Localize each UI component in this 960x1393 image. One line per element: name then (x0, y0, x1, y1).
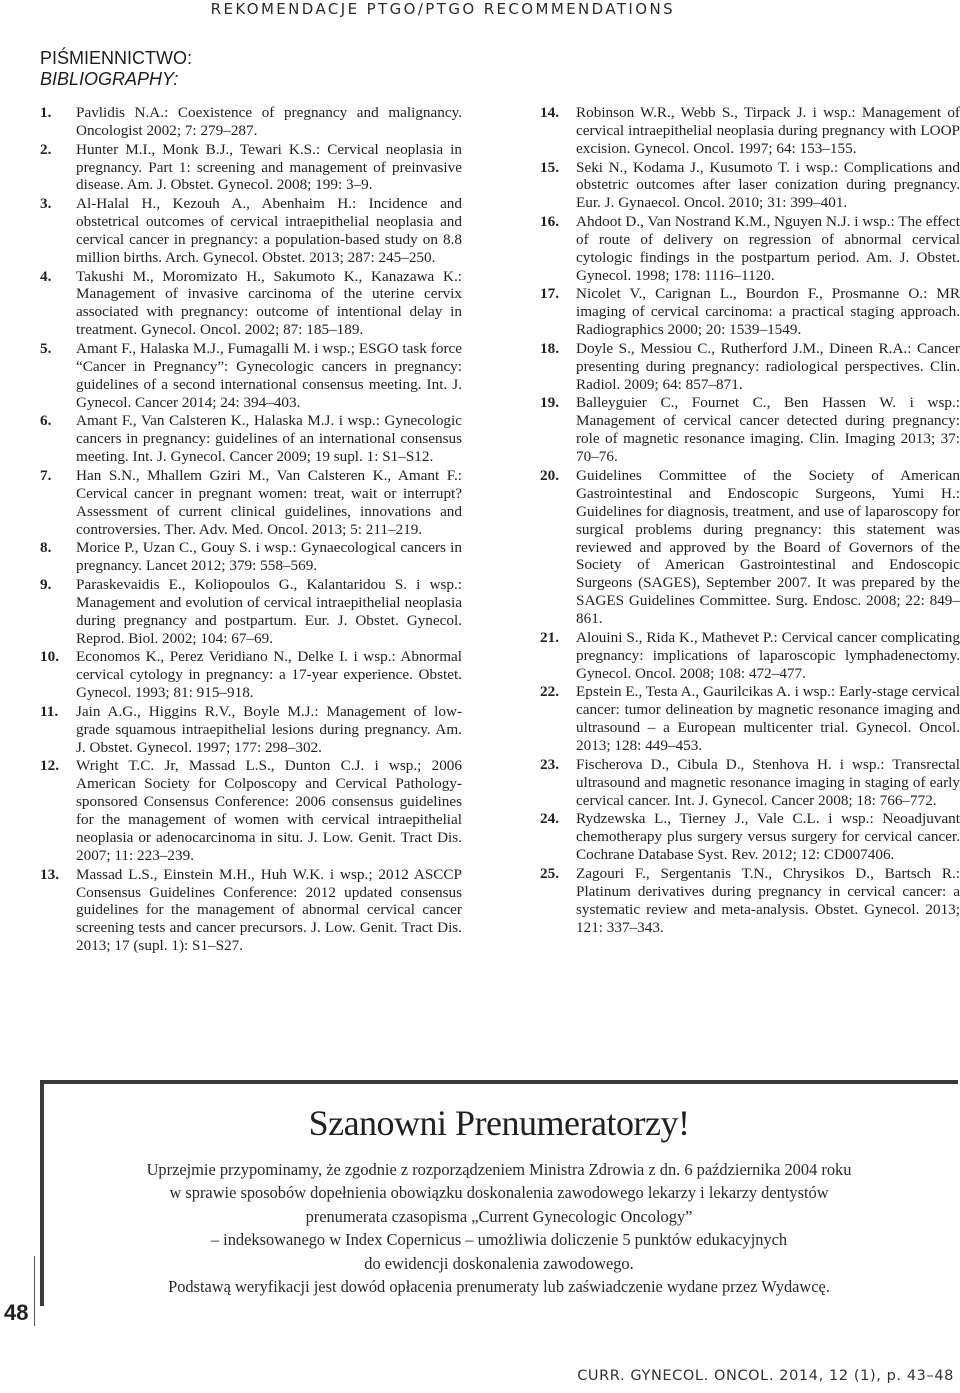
references-right-column (540, 104, 960, 937)
reference-item (540, 159, 960, 213)
reference-number: 6. (40, 412, 52, 430)
reference-number: 18. (540, 339, 559, 357)
notice-line: Uprzejmie przypominamy, że zgodnie z rozporządzeniem Ministra Zdrowia z dn. 6 października 2004 roku (146, 1160, 852, 1179)
reference-number: 23. (540, 755, 559, 773)
reference-text: Economos K., Perez Veridiano N., Delke I. i wsp.: Abnormal cervical cytology in pregnancy: a 17-year experience. Obstet. Gynecol. 1993; 81: 915–918. (76, 648, 462, 702)
reference-text: Robinson W.R., Webb S., Tirpack J. i wsp.: Management of cervical intraepithelial neoplasia during pregnancy with LOOP excision. Gynecol. Oncol. 1997; 64: 153–155. (576, 104, 960, 157)
reference-text: Wright T.C. Jr, Massad L.S., Dunton C.J. i wsp.; 2006 American Society for Colposcopy and Cervical Pathology-sponsored Consensus Conference: 2006 consensus guidelines for the management of women with cervical intraepithelial neoplasia or adenocarcinoma in situ. J. Low. Genit. Tract Dis. 2007; 11: 223–239. (76, 757, 462, 864)
reference-item (40, 412, 462, 466)
reference-text: Epstein E., Testa A., Gaurilcikas A. i wsp.: Early-stage cervical cancer: tumor delineation by magnetic resonance imaging and ultrasound – a European multicenter trial. Gynecol. Oncol. 2013; 128: 449–453. (576, 683, 960, 755)
reference-text: Alouini S., Rida K., Mathevet P.: Cervical cancer complicating pregnancy: implications of laparoscopic lymphadenectomy. Gynecol. Oncol. 2008; 108: 472–477. (576, 628, 960, 682)
reference-number: 9. (40, 575, 52, 593)
reference-number: 12. (40, 757, 59, 775)
reference-text: Amant F., Halaska M.J., Fumagalli M. i wsp.; ESGO task force “Cancer in Pregnancy”: Gynecologic cancers in pregnancy: guidelines of a second international consensus meeting. Int. J. Gynecol. Cancer 2014; 24: 394–403. (76, 339, 462, 411)
reference-item (40, 104, 462, 140)
reference-text: Al-Halal H., Kezouh A., Abenhaim H.: Incidence and obstetrical outcomes of cervical intraepithelial neoplasia and cervical cancer in pregnancy: a population-based study on 8.8 million births. Arch. Gynecol. Obstet. 2013; 287: 245–250. (76, 195, 462, 266)
reference-text: Pavlidis N.A.: Coexistence of pregnancy and malignancy. Oncologist 2002; 7: 279–287. (76, 104, 462, 139)
reference-item (540, 340, 960, 394)
reference-item (40, 757, 462, 864)
reference-item (40, 268, 462, 340)
notice-title: Szanowni Prenumeratorzy! (308, 1103, 690, 1143)
reference-text: Jain A.G., Higgins R.V., Boyle M.J.: Management of low-grade squamous intraepithelial lesions during pregnancy. Am. J. Obstet. Gynecol. 1997; 177: 298–302. (76, 702, 462, 756)
reference-item (540, 213, 960, 285)
reference-item (540, 629, 960, 683)
reference-number: 7. (40, 466, 52, 484)
reference-number: 8. (40, 539, 52, 557)
notice-line: w sprawie sposobów dopełnienia obowiązku doskonalenia zawodowego lekarzy i lekarzy dentystów (169, 1183, 829, 1203)
notice-body (40, 1158, 958, 1298)
reference-text: Paraskevaidis E., Koliopoulos G., Kalantaridou S. i wsp.: Management and evolution of cervical intraepithelial neoplasia during pregnancy and postpartum. Eur. J. Obstet. Gynecol. Reprod. Biol. 2002; 104: 67–69. (76, 575, 462, 647)
reference-item (40, 141, 462, 195)
reference-item (540, 285, 960, 339)
reference-item (40, 195, 462, 267)
reference-number: 2. (40, 140, 52, 158)
reference-text: Massad L.S., Einstein M.H., Huh W.K. i wsp.; 2012 ASCCP Consensus Guidelines Conference: 2012 updated consensus guidelines for the management of abnormal cervical cancer screening tests and cancer precursors. J. Low. Genit. Tract Dis. 2013; 17 (supl. 1): S1–S27. (76, 865, 462, 955)
notice-frame-top (40, 1080, 958, 1084)
reference-text: Rydzewska L., Tierney J., Vale C.L. i wsp.: Neoadjuvant chemotherapy plus surgery versus surgery for cervical cancer. Cochrane Database Syst. Rev. 2012; 12: CD007406. (576, 810, 960, 864)
reference-text: Doyle S., Messiou C., Rutherford J.M., Dineen R.A.: Cancer presenting during pregnancy: radiological perspectives. Clin. Radiol. 2009; 64: 857–871. (576, 339, 960, 393)
notice-line: – indeksowanego w Index Copernicus – umożliwia doliczenie 5 punktów edukacyjnych (210, 1230, 788, 1250)
reference-item (540, 810, 960, 864)
reference-text: Takushi M., Moromizato H., Sakumoto K., Kanazawa K.: Management of invasive carcinoma of the uterine cervix associated with pregnancy: outcome of intentional delay in treatment. Gynecol. Oncol. 2002; 87: 185–189. (76, 267, 462, 339)
reference-number: 17. (540, 285, 559, 303)
reference-item (40, 467, 462, 539)
subscriber-notice (40, 1080, 958, 1380)
bibliography-heading-pl: PIŚMIENNICTWO: (40, 48, 192, 68)
references-left-column (40, 104, 462, 956)
bibliography-heading (40, 48, 192, 90)
reference-text: Nicolet V., Carignan L., Bourdon F., Prosmanne O.: MR imaging of cervical carcinoma: a practical staging approach. Radiographics 2000; 20: 1539–1549. (576, 285, 960, 339)
reference-text: Fischerova D., Cibula D., Stenhova H. i wsp.: Transrectal ultrasound and magnetic resonance imaging in staging of early cervical cancer. Int. J. Gynecol. Cancer 2008; 18: 766–772. (576, 755, 960, 809)
reference-number: 14. (540, 104, 559, 121)
reference-number: 15. (540, 158, 559, 176)
notice-line: Podstawą weryfikacji jest dowód opłacenia prenumeraty lub zaświadczenie wydane przez Wydawcę. (168, 1277, 830, 1297)
reference-item (540, 104, 960, 158)
notice-line: do ewidencji doskonalenia zawodowego. (364, 1253, 634, 1273)
running-header: REKOMENDACJE PTGO/PTGO RECOMMENDATIONS (210, 0, 675, 18)
reference-number: 25. (540, 864, 559, 882)
page-number: 48 (4, 1300, 29, 1325)
reference-number: 19. (540, 394, 559, 412)
reference-text: Zagouri F., Sergentanis T.N., Chrysikos D., Bartsch R.: Platinum derivatives during pregnancy in cervical cancer: a systematic review and meta-analysis. Obstet. Gynecol. 2013; 121: 337–343. (576, 864, 960, 936)
reference-text: Seki N., Kodama J., Kusumoto T. i wsp.: Complications and obstetric outcomes after laser conization during pregnancy. Eur. J. Gynaecol. Oncol. 2010; 31: 399–401. (576, 158, 960, 212)
reference-item (40, 576, 462, 648)
page-number-rule (34, 1256, 35, 1326)
reference-item (540, 394, 960, 466)
reference-item (540, 756, 960, 810)
reference-number: 4. (40, 267, 52, 285)
reference-number: 21. (540, 628, 559, 646)
reference-text: Balleyguier C., Fournet C., Ben Hassen W. i wsp.: Management of cervical cancer detected during pregnancy: role of magnetic resonance imaging. Clin. Imaging 2013; 37: 70–76. (576, 394, 960, 466)
reference-item (540, 683, 960, 755)
reference-item (40, 340, 462, 412)
reference-text: Ahdoot D., Van Nostrand K.M., Nguyen N.J. i wsp.: The effect of route of delivery on regression of abnormal cervical cytologic findings in the postpartum period. Am. J. Obstet. Gynecol. 1998; 178: 1116–1120. (576, 213, 960, 284)
reference-text: Guidelines Committee of the Society of American Gastrointestinal and Endoscopic Surgeons, Yumi H.: Guidelines for diagnosis, treatment, and use of laparoscopy for surgical problems during pregnancy: this statement was reviewed and approved by the Board of Governors of the Society of American Gastrointestinal and Endoscopic Surgeons (SAGES), September 2007. It was prepared by the SAGES Guidelines Committee. Surg. Endosc. 2008; 22: 849–861. (576, 466, 960, 628)
reference-number: 13. (40, 865, 59, 883)
reference-item (40, 648, 462, 702)
reference-item (40, 703, 462, 757)
reference-text: Han S.N., Mhallem Gziri M., Van Calsteren K., Amant F.: Cervical cancer in pregnant women: treat, wait or interrupt? Assessment of current clinical guidelines, innovations and controversies. Ther. Adv. Med. Oncol. 2013; 5: 211–219. (76, 466, 462, 538)
reference-number: 24. (540, 810, 559, 828)
reference-number: 3. (40, 195, 52, 213)
reference-number: 16. (540, 213, 559, 231)
reference-item (40, 539, 462, 575)
reference-item (540, 865, 960, 937)
notice-line: prenumerata czasopisma „Current Gynecologic Oncology” (305, 1206, 693, 1226)
reference-number: 1. (40, 104, 52, 121)
bibliography-heading-en: BIBLIOGRAPHY: (40, 69, 179, 89)
reference-number: 22. (540, 683, 559, 701)
reference-item (40, 866, 462, 956)
reference-number: 11. (40, 702, 59, 720)
reference-text: Morice P., Uzan C., Gouy S. i wsp.: Gynaecological cancers in pregnancy. Lancet 2012; 379: 558–569. (76, 539, 462, 575)
reference-item (540, 467, 960, 628)
reference-number: 5. (40, 339, 52, 357)
reference-number: 10. (40, 648, 59, 666)
reference-number: 20. (540, 466, 559, 484)
footer-citation: CURR. GYNECOL. ONCOL. 2014, 12 (1), p. 43–48 (577, 1368, 954, 1384)
reference-text: Hunter M.I., Monk B.J., Tewari K.S.: Cervical neoplasia in pregnancy. Part 1: screening and management of preinvasive disease. Am. J. Obstet. Gynecol. 2008; 199: 3–9. (76, 140, 462, 194)
reference-text: Amant F., Van Calsteren K., Halaska M.J. i wsp.: Gynecologic cancers in pregnancy: guidelines of an international consensus meeting. Int. J. Gynecol. Cancer 2009; 19 supl. 1: S1–S12. (76, 412, 462, 466)
